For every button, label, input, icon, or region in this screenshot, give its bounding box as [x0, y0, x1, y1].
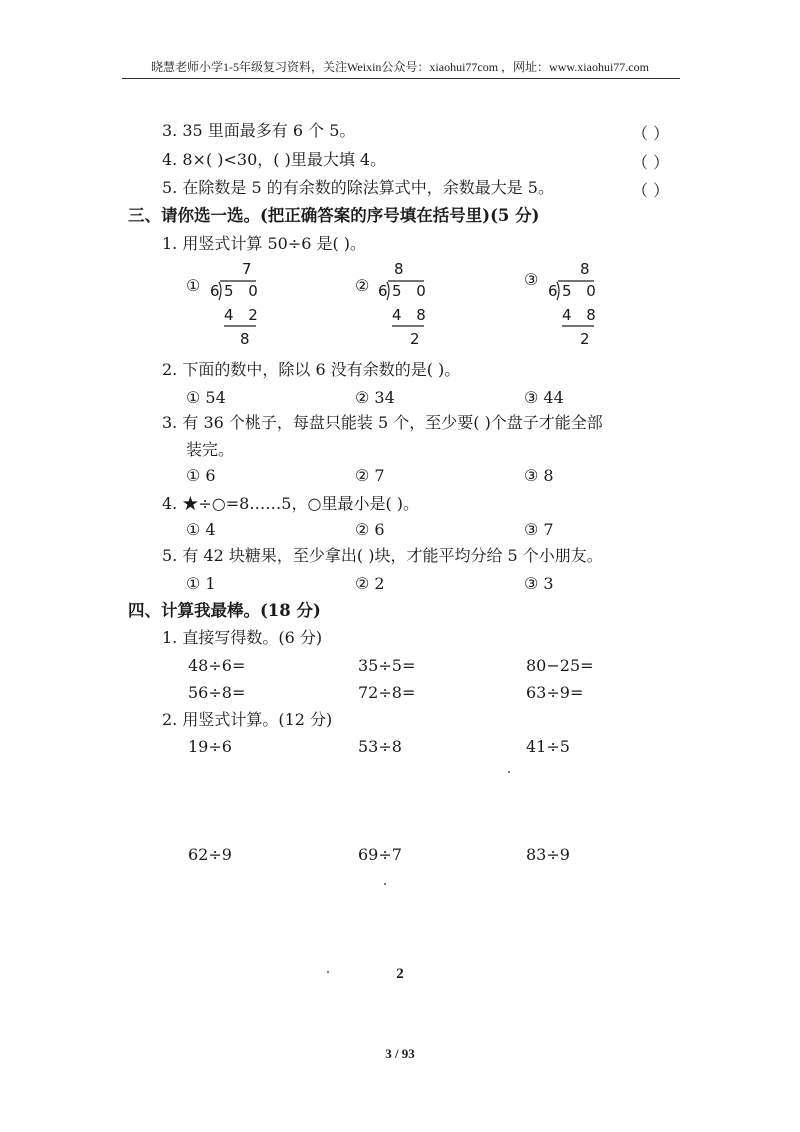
s3-q3-text-cont: 装完。 [186, 440, 235, 459]
oral-calc-item: 56÷8= [188, 683, 246, 702]
s3-q1-opt1-division [210, 258, 270, 348]
division-bracket [548, 258, 608, 348]
s4-sub2-title: 2. 用竖式计算。(12 分) [162, 710, 333, 729]
s3-q3-text: 3. 有 36 个桃子，每盘只能装 5 个，至少要( )个盘子才能全部 [162, 413, 603, 432]
header-text: 晓慧老师小学1-5年级复习资料，关注Weixin公众号：xiaohui77com ，网址：www.xiaohui77.com [151, 60, 649, 74]
judge-paren-3: （ ） [632, 124, 670, 143]
quotient: 8 [394, 260, 409, 278]
oral-calc-item: 48÷6= [188, 656, 246, 675]
s3-q4-opt2: ② 6 [355, 520, 385, 539]
scan-speck [508, 771, 510, 773]
s3-q2-opt2: ② 34 [355, 388, 395, 407]
scan-speck [384, 883, 386, 885]
judge-paren-4: （ ） [632, 153, 670, 172]
s3-q3-opt3: ③ 8 [524, 466, 554, 485]
remainder: 2 [410, 330, 425, 348]
oral-calc-item: 63÷9= [526, 683, 584, 702]
s3-q2-text: 2. 下面的数中，除以 6 没有余数的是( )。 [162, 360, 461, 379]
s3-q5-opt3: ③ 3 [524, 574, 554, 593]
oral-calc-item: 35÷5= [358, 656, 416, 675]
s3-q2-opt3: ③ 44 [524, 388, 564, 407]
s3-q5-opt1: ① 1 [186, 574, 216, 593]
s3-q4-text: 4. ★÷○=8……5，○里最小是( )。 [162, 494, 420, 513]
product: 4 8 [392, 306, 431, 324]
vertical-calc-item: 69÷7 [358, 845, 402, 864]
s3-q1-opt2-mark: ② [355, 276, 370, 295]
s3-q1-opt1-mark: ① [186, 276, 201, 295]
s3-q2-opt1: ① 54 [186, 388, 226, 407]
section-4-title: 四、计算我最棒。(18 分) [128, 601, 321, 620]
s4-sub1-title: 1. 直接写得数。(6 分) [162, 628, 323, 647]
product: 4 8 [562, 306, 601, 324]
oral-calc-item: 80−25= [526, 656, 594, 675]
remainder: 8 [240, 330, 255, 348]
s3-q1-opt3-mark: ③ [524, 270, 539, 289]
header-rule [122, 78, 680, 79]
s3-q1-opt3-division [548, 258, 608, 348]
vertical-calc-item: 83÷9 [526, 845, 570, 864]
vertical-calc-item: 62÷9 [188, 845, 232, 864]
s3-q4-opt3: ③ 7 [524, 520, 554, 539]
remainder: 2 [580, 330, 595, 348]
dividend: 5 0 [392, 282, 431, 300]
judge-item-4: 4. 8×( )<30，( )里最大填 4。 [162, 150, 387, 169]
inner-page-number: 2 [396, 966, 404, 982]
vertical-calc-item: 19÷6 [188, 737, 232, 756]
s3-q1-text: 1. 用竖式计算 50÷6 是( )。 [162, 234, 367, 253]
s3-q5-opt2: ② 2 [355, 574, 385, 593]
s3-q3-opt2: ② 7 [355, 466, 385, 485]
vertical-calc-item: 41÷5 [526, 737, 570, 756]
divisor: 6 [210, 282, 225, 300]
oral-calc-item: 72÷8= [358, 683, 416, 702]
division-bracket [210, 258, 270, 348]
divisor: 6 [548, 282, 563, 300]
s3-q3-opt1: ① 6 [186, 466, 216, 485]
s3-q4-opt1: ① 4 [186, 520, 216, 539]
product: 4 2 [224, 306, 263, 324]
dividend: 5 0 [224, 282, 263, 300]
judge-paren-5: （ ） [632, 181, 670, 200]
s3-q5-text: 5. 有 42 块糖果，至少拿出( )块，才能平均分给 5 个小朋友。 [162, 546, 603, 565]
division-bracket [378, 258, 438, 348]
divisor: 6 [378, 282, 393, 300]
s3-q1-opt2-division [378, 258, 438, 348]
quotient: 7 [242, 260, 257, 278]
section-3-title: 三、请你选一选。(把正确答案的序号填在括号里)(5 分) [128, 206, 540, 225]
vertical-calc-item: 53÷8 [358, 737, 402, 756]
judge-item-3: 3. 35 里面最多有 6 个 5。 [162, 121, 356, 140]
judge-item-5: 5. 在除数是 5 的有余数的除法算式中，余数最大是 5。 [162, 178, 554, 197]
dividend: 5 0 [562, 282, 601, 300]
page-counter: 3 / 93 [385, 1046, 415, 1061]
quotient: 8 [580, 260, 595, 278]
